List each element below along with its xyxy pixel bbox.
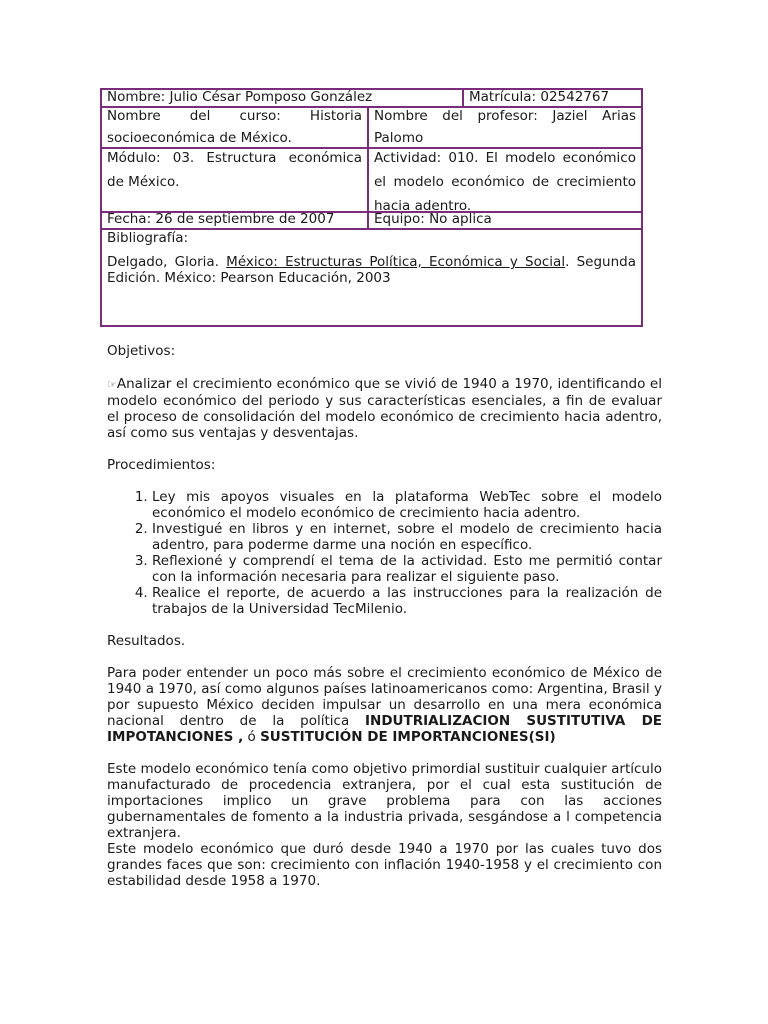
procedures-heading: Procedimientos: [107,457,216,473]
bibliography [102,228,641,286]
date: Fecha: 26 de septiembre de 2007 [107,211,335,227]
results-heading: Resultados. [107,633,186,649]
course-name [102,105,367,149]
activity-line3: hacia adentro. [374,198,472,214]
objectives-heading: Objetivos: [107,343,176,359]
results-p1-emphasis-2: SUSTITUCIÓN DE IMPORTANCIONES(SI) [260,729,556,745]
bibliography-line2: Edición. México: Pearson Educación, 2003 [107,270,391,286]
bibliography-line1 [107,254,636,270]
objectives-body: Analizar el crecimiento económico que se vivió de 1940 a 1970, identificando el modelo económico del periodo y sus características esenciales, a fin de evaluar el proceso de consolidación del modelo económico de crecimiento hacia adentro, así como sus ventajas y desventajas. [107,376,662,441]
student-id: Matrícula: 02542767 [469,89,610,105]
course-name-line1: Nombre del curso: Historia [107,108,362,124]
activity-line2: el modelo económico de crecimiento [374,174,636,190]
activity-line1: Actividad: 010. El modelo económico [374,150,636,166]
biblio-author: Delgado, Gloria. [107,254,227,270]
header-table [100,88,643,327]
professor-name-line2: Palomo [374,130,424,146]
results-p1-text: Para poder entender un poco más sobre el crecimiento económico de México de 1940 a 1970, así como algunos países latinoamericanos como: Argentina, Brasil y por supuesto México deciden impulsar un desarrollo en una mera económica nacional dentro de la política [107,665,662,729]
list-item: 4. Realice el reporte, de acuerdo a las instrucciones para la realización de trabajos de la Universidad TecMilenio. [152,585,662,617]
results-paragraph-3: Este modelo económico que duró desde 1940 a 1970 por las cuales tuvo dos grandes faces que son: crecimiento con inflación 1940-1958 y el crecimiento con estabilidad desde 1958 a 1970. [107,841,662,889]
results-paragraph-1 [107,665,662,745]
professor-name [369,105,641,149]
list-item: 1. Ley mis apoyos visuales en la plataforma WebTec sobre el modelo económico el modelo económico de crecimiento hacia adentro. [152,489,662,521]
team: Equipo: No aplica [374,211,492,227]
professor-name-line1: Nombre del profesor: Jaziel Arias [374,108,636,124]
results-p1-connector: ó [243,729,261,745]
list-item: 2. Investigué en libros y en internet, sobre el modelo de crecimiento hacia adentro, para poderme darme una noción en específico. [152,521,662,553]
results-paragraph-2: Este modelo económico tenía como objetivo primordial sustituir cualquier artículo manufacturado de procedencia extranjera, por el cual esta sustitución de importaciones implico un grave problema para con las acciones gubernamentales de fomento a la industria privada, sesgándose a l competencia extranjera. [107,761,662,841]
module-line1: Módulo: 03. Estructura económica [107,150,362,166]
objectives-text [107,376,662,441]
procedures-list [107,489,662,617]
module [102,146,367,194]
hand-pointer-icon: ☞ [107,378,117,391]
bibliography-label: Bibliografía: [107,230,189,246]
list-item: 3. Reflexioné y comprendí el tema de la actividad. Esto me permitió contar con la información necesaria para realizar el siguiente paso. [152,553,662,585]
results-p1-emphasis-1: INDUTRIALIZACION SUSTITUTIVA DE IMPOTANCIONES , [107,713,662,745]
student-name: Nombre: Julio César Pomposo González [107,89,373,105]
course-name-line2: socioeconómica de México. [107,130,292,146]
module-line2: de México. [107,174,180,190]
biblio-title: México: Estructuras Política, Económica y Social [226,254,566,270]
biblio-edition: . Segunda [565,254,636,270]
